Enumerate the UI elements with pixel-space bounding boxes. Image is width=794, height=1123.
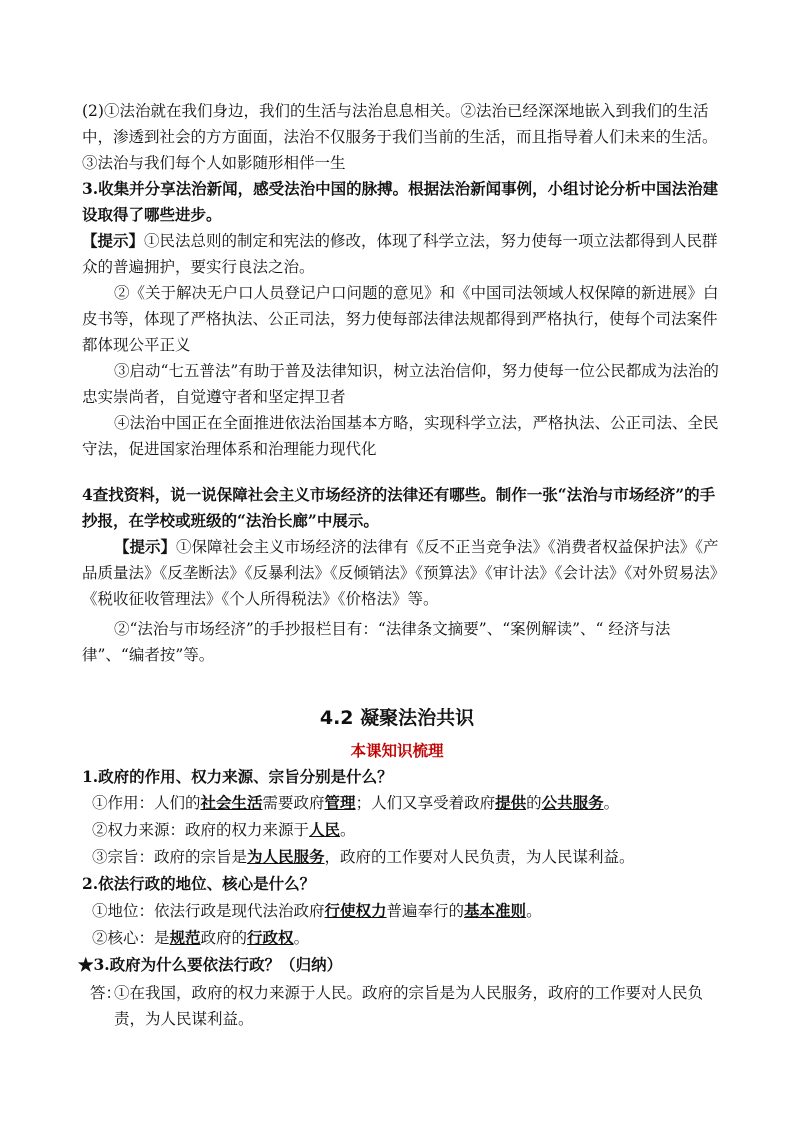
q4-tip-2: ②“法治与市场经济”的手抄报栏目有：“法律条文摘要”、“案例解读”、“ 经济与法律”、“编者按”等。 [82, 620, 671, 664]
question-4: 4查找资料，说一说保障社会主义市场经济的法律还有哪些。制作一张“法治与市场经济”的手抄报，在学校或班级的“法治长廊”中展示。 [82, 485, 716, 530]
q4-tip-1: 【提示】①保障社会主义市场经济的法律有《反不正当竞争法》《消费者权益保护法》《产品质量法》《反垄断法》《反暴利法》《反倾销法》《预算法》《审计法》《会计法》《对外贸易法》《税收征收管理法》《个人所得税法》《价格法》等。 [82, 537, 719, 608]
knowledge-answer-1-2: ②权力来源：政府的权力来源于人民。 [92, 820, 356, 839]
section-title: 4.2 凝聚法治共识 [319, 707, 475, 729]
tip-label: 【提示】 [82, 231, 145, 250]
q3-tip-3: ③启动“七五普法”有助于普及法律知识，树立法治信仰，努力使每一位公民都成为法治的忠实崇尚者，自觉遵守者和坚定捍卫者 [82, 362, 719, 406]
knowledge-answer-2-1: ①地位：依法行政是现代法治政府行使权力普遍奉行的基本准则。 [92, 901, 542, 920]
tip-label: 【提示】 [114, 537, 177, 556]
q3-tip-4: ④法治中国正在全面推进依法治国基本方略，实现科学立法，严格执法、公正司法、全民守法，促进国家治理体系和治理能力现代化 [82, 414, 719, 458]
knowledge-answer-2-2: ②核心：是规范政府的行政权。 [92, 928, 310, 947]
section-subtitle: 本课知识梳理 [350, 741, 444, 760]
q3-tip-1: 【提示】①民法总则的制定和宪法的修改，体现了科学立法，努力使每一项立法都得到人民群众的普遍拥护，要实行良法之治。 [82, 231, 718, 276]
knowledge-answer-1-3: ③宗旨：政府的宗旨是为人民服务，政府的工作要对人民负责，为人民谋利益。 [92, 847, 635, 866]
knowledge-answer-1-1: ①作用：人们的社会生活需要政府管理；人们又享受着政府提供的公共服务。 [92, 793, 620, 812]
paragraph-2: (2)①法治就在我们身边，我们的生活与法治息息相关。②法治已经深深地嵌入到我们的生活中，渗透到社会的方方面面，法治不仅服务于我们当前的生活，而且指导着人们未来的生活。③法治与我们每个人如影随形相伴一生 [82, 102, 718, 172]
knowledge-question-2: 2.依法行政的地位、核心是什么？ [82, 874, 316, 893]
knowledge-question-1: 1.政府的作用、权力来源、宗旨分别是什么？ [82, 767, 393, 786]
q3-tip-2: ②《关于解决无户口人员登记户口问题的意见》和《中国司法领域人权保障的新进展》白皮书等，体现了严格执法、公正司法，努力使每部法律法规都得到严格执行，使每个司法案件都体现公平正义 [82, 284, 719, 354]
knowledge-question-3: ★3.政府为什么要依法行政？（归纳） [78, 955, 343, 974]
question-3: 3.收集并分享法治新闻，感受法治中国的脉搏。根据法治新闻事例，小组讨论分析中国法治建设取得了哪些进步。 [82, 179, 719, 224]
knowledge-answer-3: 答： ①在我国，政府的权力来源于人民。政府的宗旨是为人民服务，政府的工作要对人民负责，为人民谋利益。 [90, 984, 704, 1028]
